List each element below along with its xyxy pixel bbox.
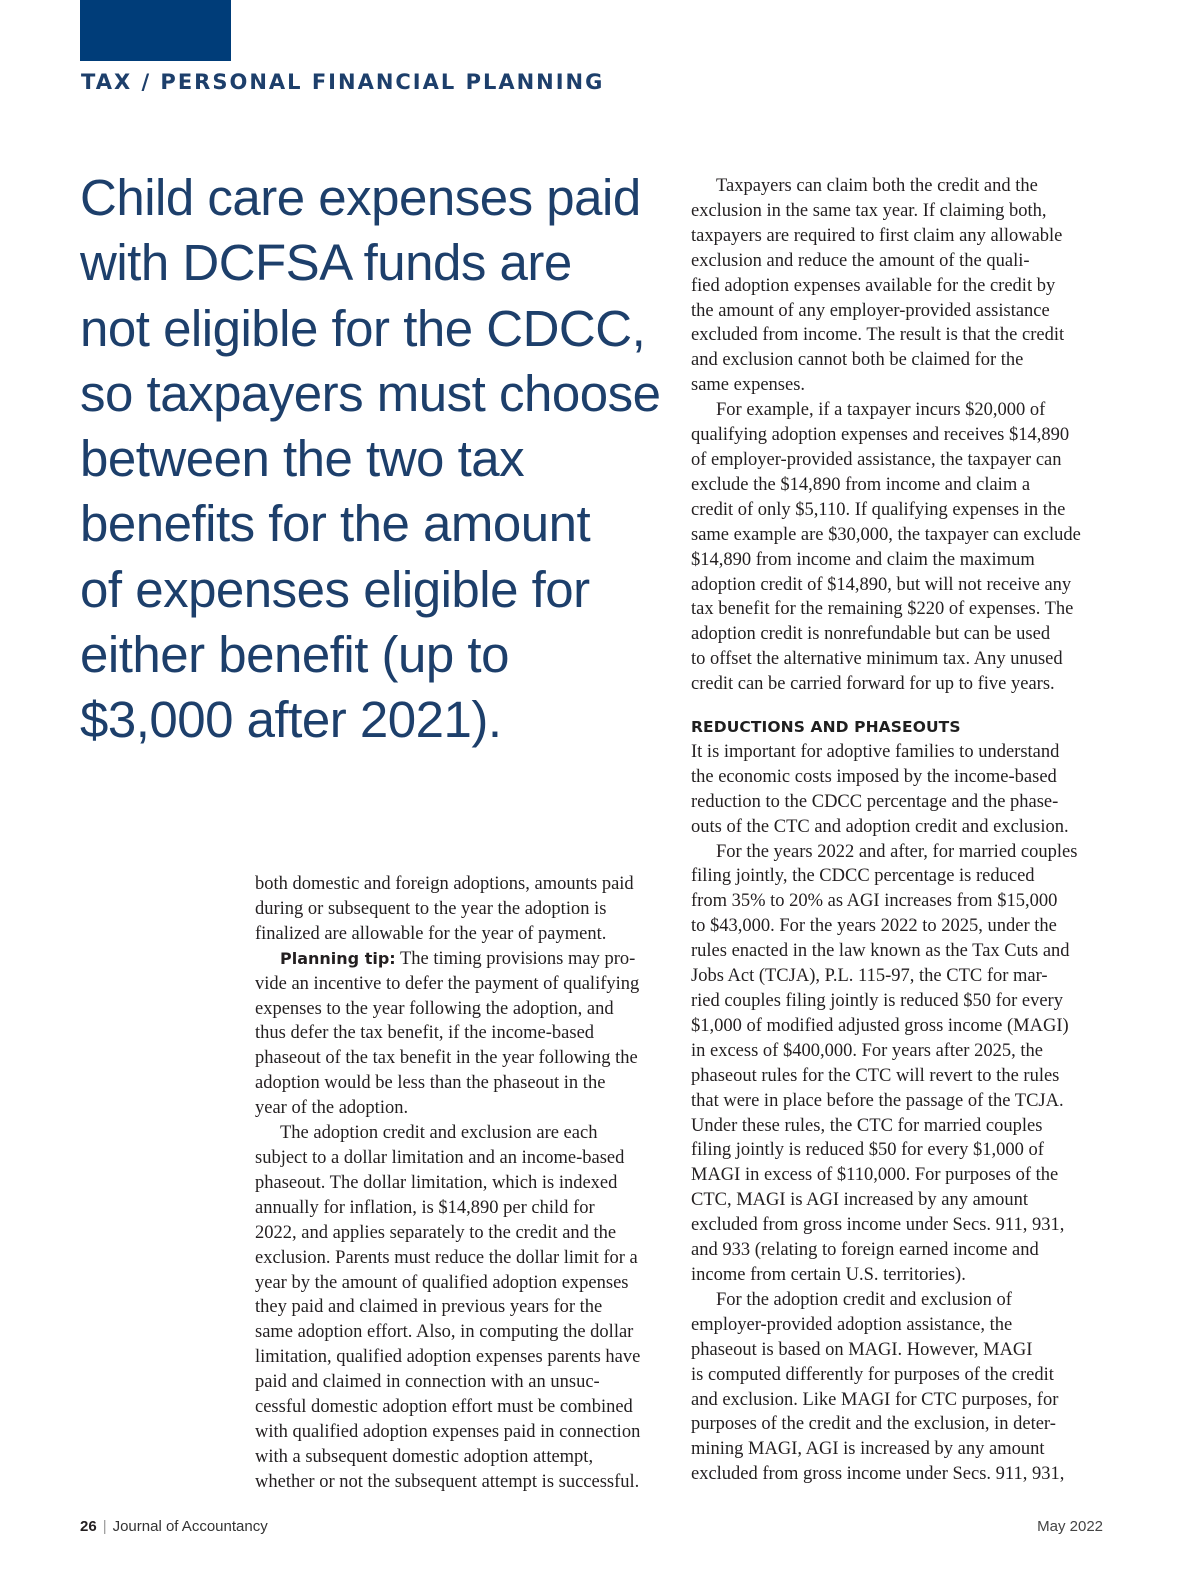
body-line: employer-provided adoption assistance, the [691,1314,1013,1335]
planning-tip-label: Planning tip: [280,948,396,968]
body-line: finalized are allowable for the year of payment. [255,923,607,944]
body-line: For the adoption credit and exclusion of [716,1289,1012,1310]
body-line: Taxpayers can claim both the credit and the [716,176,1038,196]
body-line: same adoption effort. Also, in computing the dollar [255,1322,634,1343]
body-line: income from certain U.S. territories). [691,1264,966,1285]
body-line: exclusion in the same tax year. If claiming both, [691,200,1047,221]
pull-quote-line: either benefit (up to [80,626,509,684]
body-line: is computed differently for purposes of the credit [691,1364,1054,1385]
body-line: reduction to the CDCC percentage and the phase- [691,791,1059,812]
body-line: and 933 (relating to foreign earned income and [691,1240,1039,1261]
body-line: to offset the alternative minimum tax. Any unused [691,649,1063,670]
body-line: from 35% to 20% as AGI increases from $15,000 [691,891,1058,912]
body-line: credit of only $5,110. If qualifying expenses in the [691,499,1066,520]
body-line: of employer-provided assistance, the taxpayer can [691,449,1062,470]
body-line: filing jointly is reduced $50 for every $1,000 of [691,1140,1044,1161]
body-line: $14,890 from income and claim the maximum [691,549,1035,570]
section-heading: REDUCTIONS AND PHASEOUTS [691,718,961,737]
planning-tip-line [255,947,675,972]
body-line: Under these rules, the CTC for married couples [691,1115,1043,1136]
body-line: that were in place before the passage of the TCJA. [691,1090,1064,1111]
body-line: 2022, and applies separately to the credit and the [255,1222,617,1243]
body-line: ried couples filing jointly is reduced $50 for every [691,991,1063,1011]
body-line: the amount of any employer-provided assistance [691,300,1050,321]
body-line: exclude the $14,890 from income and claim a [691,474,1031,495]
body-line: $1,000 of modified adjusted gross income (MAGI) [691,1015,1069,1036]
article-column-right [691,174,1111,1487]
body-line: It is important for adoptive families to understand [691,741,1060,762]
body-line: excluded from income. The result is that the credit [691,325,1065,346]
pull-quote-line: with DCFSA funds are [80,234,572,292]
body-line: qualifying adoption expenses and receives $14,890 [691,425,1070,446]
body-line: subject to a dollar limitation and an income-based [255,1147,625,1168]
footer-separator: | [102,1518,107,1535]
body-line: purposes of the credit and the exclusion, in deter- [691,1414,1056,1435]
pull-quote-line: so taxpayers must choose [80,364,661,422]
pull-quote-line: $3,000 after 2021). [80,691,502,749]
body-line: phaseout of the tax benefit in the year following the [255,1048,638,1069]
body-line: adoption credit is nonrefundable but can be used [691,624,1051,645]
body-line: annually for inflation, is $14,890 per child for [255,1197,595,1218]
body-line: same example are $30,000, the taxpayer can exclude [691,524,1081,545]
body-line: credit can be carried forward for up to five years. [691,674,1055,695]
body-line: and exclusion cannot both be claimed for the [691,350,1024,371]
body-line: filing jointly, the CDCC percentage is reduced [691,866,1035,887]
section-gap [691,697,1111,715]
body-line: exclusion. Parents must reduce the dollar limit for a [255,1247,638,1268]
body-line: For example, if a taxpayer incurs $20,000 of [716,400,1046,421]
body-line: MAGI in excess of $110,000. For purposes of the [691,1165,1059,1186]
body-line: limitation, qualified adoption expenses parents have [255,1347,641,1368]
body-line: fied adoption expenses available for the credit by [691,275,1056,296]
pull-quote-line: Child care expenses paid [80,169,641,226]
body-line: vide an incentive to defer the payment of qualifying [255,973,640,994]
body-line: and exclusion. Like MAGI for CTC purposes, for [691,1389,1059,1410]
pull-quote-line: not eligible for the CDCC, [80,299,646,357]
body-line: mining MAGI, AGI is increased by any amount [691,1439,1045,1460]
publication-name: Journal of Accountancy [112,1518,268,1535]
pull-quote [80,165,661,753]
body-line: thus defer the tax benefit, if the income-based [255,1023,595,1044]
body-line: rules enacted in the law known as the Tax Cuts and [691,941,1070,962]
body-line: year of the adoption. [255,1098,409,1119]
body-line: phaseout is based on MAGI. However, MAGI [691,1339,1033,1360]
body-line: For the years 2022 and after, for married couples [716,841,1078,862]
page-footer-left [80,1518,268,1535]
body-line: outs of the CTC and adoption credit and exclusion. [691,816,1069,837]
body-line: The adoption credit and exclusion are each [280,1123,598,1144]
body-line: both domestic and foreign adoptions, amounts paid [255,874,634,894]
body-line: expenses to the year following the adoption, and [255,998,614,1019]
body-line: to $43,000. For the years 2022 to 2025, under the [691,916,1057,937]
body-line: paid and claimed in connection with an unsuc- [255,1372,600,1393]
body-line: taxpayers are required to first claim any allowable [691,225,1063,246]
body-line: year by the amount of qualified adoption expenses [255,1272,629,1293]
body-line: adoption credit of $14,890, but will not receive any [691,574,1072,595]
body-line: excluded from gross income under Secs. 911, 931, [691,1215,1065,1236]
pull-quote-line: of expenses eligible for [80,560,590,618]
body-line: phaseout rules for the CTC will revert to the rules [691,1065,1060,1086]
body-line: exclusion and reduce the amount of the quali- [691,250,1030,271]
body-line: during or subsequent to the year the adoption is [255,898,607,919]
pull-quote-line: between the two tax [80,430,525,488]
article-column-left [255,872,675,1495]
planning-tip-text: The timing provisions may pro- [395,948,636,969]
body-line: phaseout. The dollar limitation, which is indexed [255,1172,618,1193]
body-line: CTC, MAGI is AGI increased by any amount [691,1190,1029,1211]
issue-date: May 2022 [1037,1518,1103,1535]
body-line: same expenses. [691,375,806,396]
pull-quote-line: benefits for the amount [80,495,591,553]
body-line: in excess of $400,000. For years after 2025, the [691,1040,1043,1061]
body-line: with a subsequent domestic adoption attempt, [255,1446,594,1467]
body-line: excluded from gross income under Secs. 911, 931, [691,1464,1065,1485]
body-line: whether or not the subsequent attempt is successful. [255,1471,640,1492]
body-line: the economic costs imposed by the income-based [691,766,1057,787]
page-number: 26 [80,1518,97,1535]
body-line: tax benefit for the remaining $220 of expenses. The [691,599,1074,620]
body-line: cessful domestic adoption effort must be combined [255,1397,633,1418]
body-line: Jobs Act (TCJA), P.L. 115-97, the CTC for mar- [691,966,1048,987]
body-line: adoption would be less than the phaseout in the [255,1073,606,1094]
body-line: with qualified adoption expenses paid in connection [255,1421,641,1442]
section-label: TAX / PERSONAL FINANCIAL PLANNING [81,70,605,94]
body-line: they paid and claimed in previous years for the [255,1297,603,1318]
header-accent-bar [80,0,231,61]
